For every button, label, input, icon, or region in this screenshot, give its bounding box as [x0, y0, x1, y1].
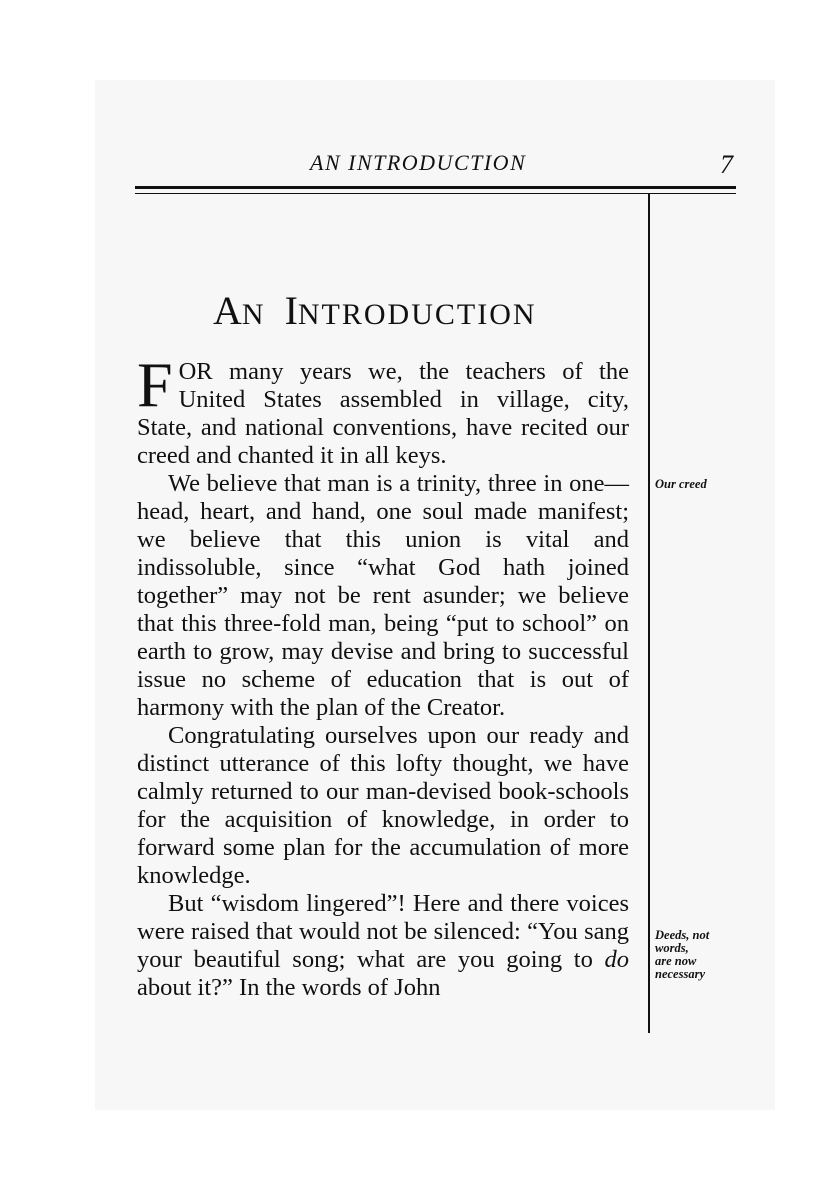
- body-text: [137, 349, 629, 1002]
- paragraph-4-italic-word: do: [604, 946, 629, 973]
- paragraph-2: We believe that man is a trinity, three in one—head, heart, and hand, one soul made manifest; we believe that this union is vital and indissoluble, since “what God hath joined together” may not be rent asunder; we believe that this three-fold man, being “put to school” on earth to grow, may devise and bring to successful issue no scheme of education that is out of harmony with the plan of the Creator.: [137, 470, 629, 721]
- margin-note-line: are now: [655, 954, 697, 968]
- chapter-title: [213, 287, 537, 334]
- header-rule-thin: [135, 193, 736, 194]
- paragraph-1: [137, 349, 629, 470]
- chapter-title-word-1-rest: N: [241, 298, 266, 331]
- margin-note-line: necessary: [655, 967, 705, 981]
- margin-divider-rule: [648, 193, 650, 1033]
- paragraph-1-text: OR many years we, the teachers of the United States assembled in village, city, State, and national conventions, have recited our creed and chanted it in all keys.: [137, 358, 629, 469]
- chapter-title-initial-1: A: [213, 288, 242, 333]
- margin-note-our-creed: Our creed: [655, 477, 707, 491]
- margin-note-line: Deeds, not: [655, 928, 710, 942]
- page-number: 7: [720, 150, 733, 179]
- running-head: AN INTRODUCTION: [310, 150, 527, 175]
- margin-note-line: words,: [655, 941, 689, 955]
- paragraph-4-text-start: But “wisdom lingered”! Here and there voices were raised that would not be silenced: “You sang your beautiful song; what are you going to: [137, 890, 629, 973]
- paragraph-3: Congratulating ourselves upon our ready and distinct utterance of this lofty thought, we have calmly returned to our man-devised book-schools for the acquisition of knowledge, in order to forward some plan for the accumulation of more knowledge.: [137, 722, 629, 889]
- margin-note-deeds-not-words: [655, 929, 740, 981]
- header-rule-thick: [135, 186, 736, 189]
- paragraph-4: [137, 890, 629, 1002]
- chapter-title-word-2-rest: NTRODUCTION: [297, 298, 537, 331]
- paragraph-4-text-end: about it?” In the words of John: [137, 974, 441, 1001]
- chapter-title-initial-2: I: [284, 288, 298, 333]
- drop-cap: F: [137, 349, 173, 420]
